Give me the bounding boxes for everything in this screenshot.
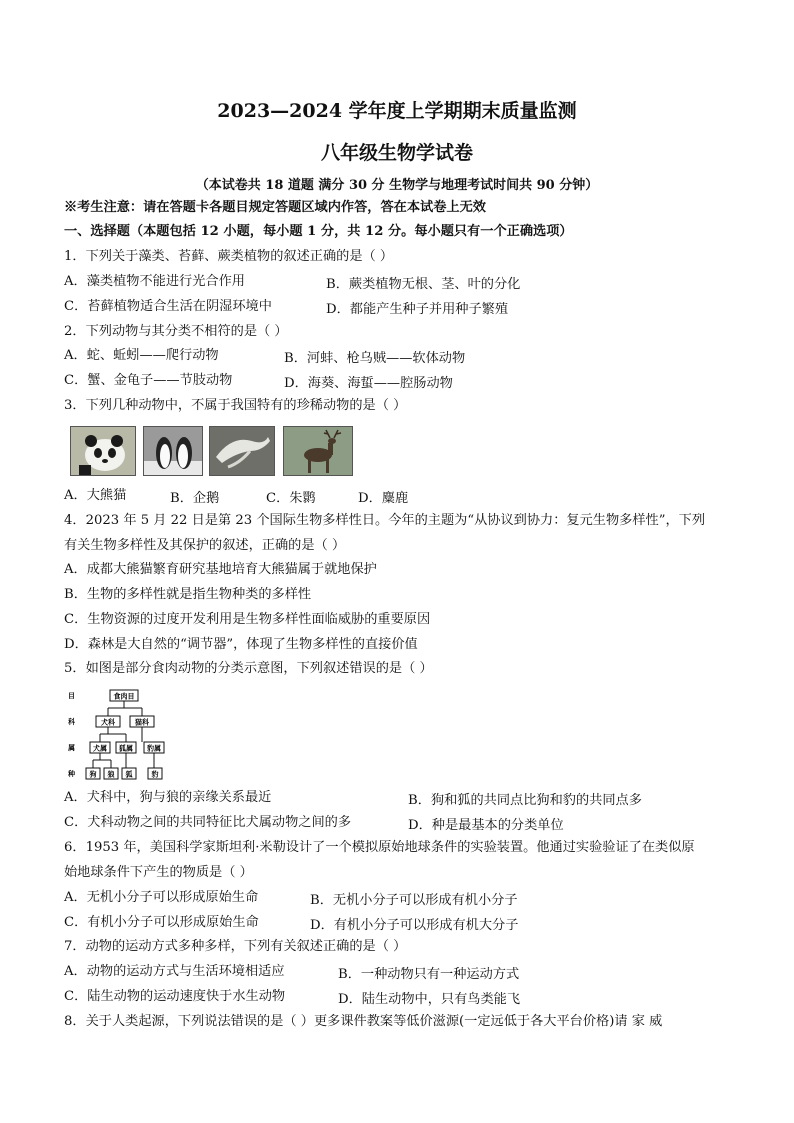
exam-info: （本试卷共 18 道题 满分 30 分 生物学与地理考试时间共 90 分钟） [195, 178, 599, 193]
q4-stem-line1: 4．2023 年 5 月 22 日是第 23 个国际生物多样性日。今年的主题为“从协议到协力：复元生物多样性”，下列 [64, 513, 706, 528]
species-label-3: 狐 [125, 770, 133, 779]
q7-option-d: D．陆生动物中，只有鸟类能飞 [338, 992, 521, 1007]
q7-stem: 7．动物的运动方式多种多样，下列有关叙述正确的是（ ） [64, 939, 407, 954]
q2-option-a: A．蛇、蚯蚓——爬行动物 [64, 348, 219, 363]
q2-option-c: C．蟹、金龟子——节肢动物 [64, 373, 233, 388]
q2-option-b: B．河蚌、枪乌贼——软体动物 [284, 351, 466, 366]
q5-option-d: D．种是最基本的分类单位 [408, 818, 564, 833]
q1-option-c: C．苔藓植物适合生活在阴湿环境中 [64, 299, 272, 314]
q6-stem-line1: 6．1953 年，美国科学家斯坦利·米勒设计了一个模拟原始地球条件的实验装置。他通过实验验证了在类似原 [64, 840, 695, 855]
q7-option-b: B．一种动物只有一种运动方式 [338, 967, 520, 982]
q2-stem: 2．下列动物与其分类不相符的是（ ） [64, 324, 288, 339]
q5-option-b: B．狗和狐的共同点比狗和豹的共同点多 [408, 793, 642, 808]
q4-stem-line2: 有关生物多样性及其保护的叙述，正确的是（ ） [64, 538, 346, 553]
q4-option-b: B．生物的多样性就是指生物种类的多样性 [64, 587, 312, 602]
ibis-photo [209, 426, 275, 476]
level-labels [67, 692, 76, 778]
q6-option-b: B．无机小分子可以形成有机小分子 [310, 893, 518, 908]
q1-option-d: D．都能产生种子并用种子繁殖 [326, 302, 509, 317]
candidate-notice: ※考生注意：请在答题卡各题目规定答题区域内作答，答在本试卷上无效 [64, 200, 486, 215]
family-label-2: 猫科 [135, 718, 149, 727]
level-order-label: 目 [68, 692, 75, 700]
q3-option-a: A．大熊猫 [64, 488, 127, 503]
q7-option-a: A．动物的运动方式与生活环境相适应 [64, 964, 285, 979]
penguin-photo [143, 426, 203, 476]
q4-option-a: A．成都大熊猫繁育研究基地培育大熊猫属于就地保护 [64, 562, 377, 577]
exam-subtitle: 八年级生物学试卷 [320, 142, 473, 164]
q3-option-b: B．企鹅 [170, 491, 220, 506]
q1-option-a: A．藻类植物不能进行光合作用 [64, 274, 245, 289]
genus-label-3: 豹属 [147, 744, 161, 753]
q5-stem: 5．如图是部分食肉动物的分类示意图，下列叙述错误的是（ ） [64, 661, 433, 676]
exam-title: 2023—2024 学年度上学期期末质量监测 [217, 100, 577, 122]
q3-option-c: C．朱鹮 [266, 491, 316, 506]
species-label-1: 狗 [89, 770, 97, 779]
q1-option-b: B．蕨类植物无根、茎、叶的分化 [326, 277, 521, 292]
q4-option-c: C．生物资源的过度开发利用是生物多样性面临威胁的重要原因 [64, 612, 431, 627]
family-label-1: 犬科 [101, 718, 115, 727]
q2-option-d: D．海葵、海蜇——腔肠动物 [284, 376, 453, 391]
q1-stem: 1．下列关于藻类、苔藓、蕨类植物的叙述正确的是（ ） [64, 249, 394, 264]
q5-option-a: A．犬科中，狗与狼的亲缘关系最近 [64, 790, 272, 805]
genus-label-2: 狐属 [119, 744, 133, 753]
classification-diagram [66, 688, 170, 780]
q5-option-c: C．犬科动物之间的共同特征比犬属动物之间的多 [64, 815, 352, 830]
section-heading: 一、选择题（本题包括 12 小题，每小题 1 分，共 12 分。每小题只有一个正确选项） [64, 224, 573, 239]
panda-photo [70, 426, 136, 476]
genus-label-1: 犬属 [93, 744, 107, 753]
level-species-label: 种 [68, 770, 75, 778]
root-label: 食肉目 [113, 692, 135, 701]
q3-stem: 3．下列几种动物中，不属于我国特有的珍稀动物的是（ ） [64, 398, 407, 413]
q6-option-d: D．有机小分子可以形成有机大分子 [310, 918, 519, 933]
q6-option-a: A．无机小分子可以形成原始生命 [64, 890, 259, 905]
q7-option-c: C．陆生动物的运动速度快于水生动物 [64, 989, 286, 1004]
q3-option-d: D．麋鹿 [358, 491, 409, 506]
level-family-label: 科 [68, 718, 75, 726]
level-genus-label: 属 [68, 744, 75, 752]
q6-option-c: C．有机小分子可以形成原始生命 [64, 915, 259, 930]
q4-option-d: D．森林是大自然的“调节器”，体现了生物多样性的直接价值 [64, 637, 418, 652]
q8-stem: 8．关于人类起源，下列说法错误的是（ ）更多课件教案等低价滋源(一定远低于各大平台价格)请 家 威 [64, 1014, 663, 1029]
q6-stem-line2: 始地球条件下产生的物质是（ ） [64, 865, 253, 880]
species-label-2: 狼 [107, 770, 115, 779]
deer-photo [283, 426, 353, 476]
species-label-4: 豹 [151, 770, 159, 779]
